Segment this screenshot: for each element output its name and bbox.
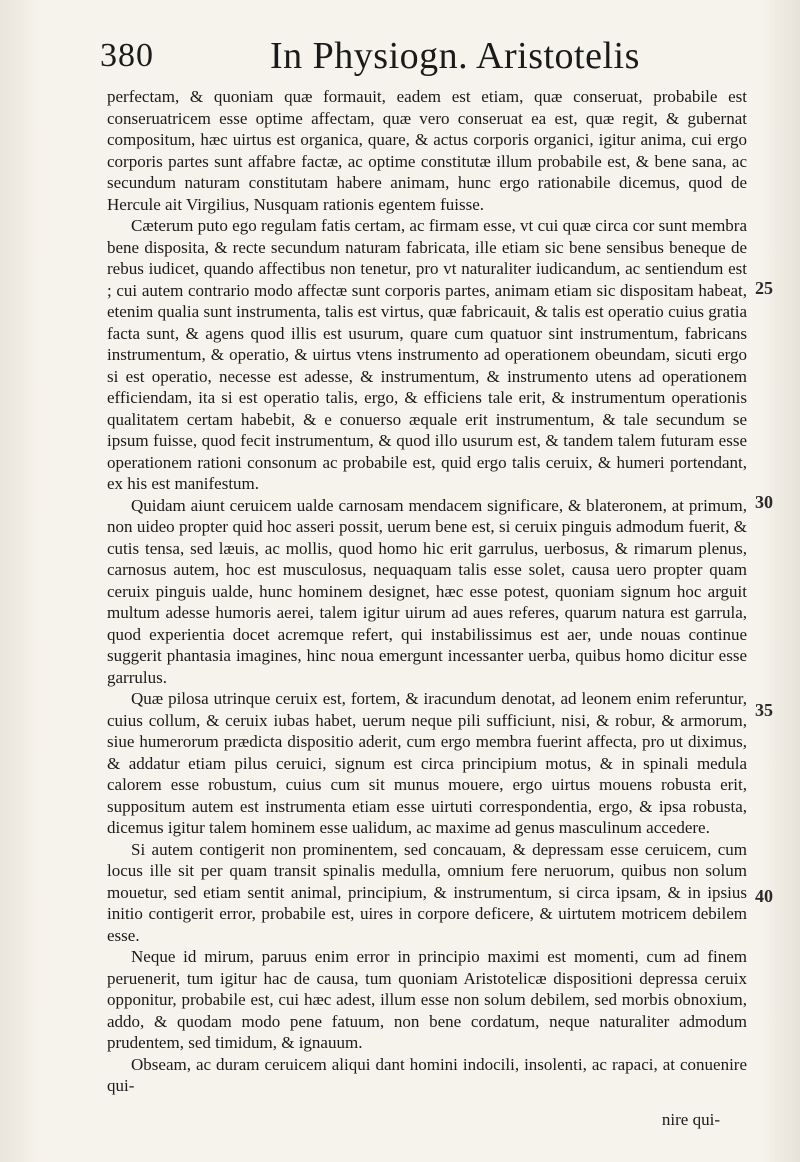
paragraph: Cæterum puto ego regulam fatis certam, ac firmam esse, vt cui quæ circa cor sunt membra bene disposita, & recte secundum naturam fabricata, ille etiam sic bene sensibus beneque de rebus iudicet, quando affectibus non tenetur, pro vt naturaliter iudicandum, ac sentiendum est ; cui autem contrario modo affectæ sunt corporis partes, animam etiam sic dispositam habeat, etenim qualia sunt instrumenta, talis est virtus, quæ fabricauit, & talis est operatio cuius gratia facta sunt, & agens quod illis est usurum, quare cum quatuor sint instrumentum, fabricans instrumentum, & operatio, & uirtus vtens instrumento ad operationem obeundam, sicuti ergo si est operatio, necesse est adesse, & instrumentum, & instrumento utens ad operationem efficiendam, ita si est operatio talis, ergo, & efficiens tale erit, & instrumentum operationis qualitatem certam habebit, & e conuerso æquale erit instrumentum, & tale secundum se ipsum fuisse, quod fecit instrumentum, & quod illo usurum est, & tandem talem futuram esse operationem rationi consonum ac probabile est, quid ergo talis ceruix, & humeri portendant, ex his est manifestum. xyxy=(107,216,747,493)
paragraph: Quidam aiunt ceruicem ualde carnosam mendacem significare, & blateronem, at primum, non uideo propter quid hoc asseri possit, uerum bene est, si ceruix pinguis admodum fuerit, & cutis tensa, sed læuis, ac mollis, quod homo hic erit garrulus, uerbosus, & rimarum plenus, carnosus autem, hoc est musculosus, nequaquam talis esse solet, causa uero propter quam ceruix pinguis ualde, hunc hominem designet, hæc esse potest, quoniam signum hoc arguit multum adesse humoris aerei, talem igitur uirum ad aues referes, quarum natura est garrula, quod experientia docet acremque refert, qui instabilissimus est aer, unde nouas continue suggerit phantasia imagines, hinc noua emergunt incessanter uerba, quibus homo dicitur esse garrulus. xyxy=(107,495,747,687)
body-text xyxy=(107,86,747,1097)
catchword: nire qui- xyxy=(661,1110,720,1129)
page-number: 380 xyxy=(100,37,154,74)
page-header xyxy=(100,32,740,80)
margin-line-number: 35 xyxy=(755,700,773,720)
paragraph: Obseam, ac duram ceruicem aliqui dant homini indocili, insolenti, ac rapaci, at conuenire qui- xyxy=(107,1054,747,1095)
margin-line-number: 30 xyxy=(755,492,773,512)
paragraph: Si autem contigerit non prominentem, sed concauam, & depressam esse ceruicem, cum locus ille sit per quam transit spinalis medulla, omnium fere neruorum, quibus non solum mouetur, sed etiam sentit animal, principium, & instrumentum, si circa ipsam, & in ipsius initio contigerit error, probabile est, uires in corpore deficere, & uirtutem motricem debilem esse. xyxy=(107,839,747,945)
paragraph: perfectam, & quoniam quæ formauit, eadem est etiam, quæ conseruat, probabile est conseruatricem esse optime affectam, quæ vero conseruat ea est, quæ regit, & gubernat compositum, hæc uirtus est organica, quare, & actus corporis organici, igitur anima, cui ergo corporis partes sunt affabre factæ, ac optime constitutæ illum probabile est, & bene sana, ac secundum naturam constitutam habere animam, hunc ergo rationabile dicemus, quod de Hercule ait Virgilius, Nusquam rationis egentem fuisse. xyxy=(107,87,747,214)
paragraph: Neque id mirum, paruus enim error in principio maximi est momenti, cum ad finem peruenerit, tum igitur hac de causa, tum quoniam Aristotelicæ dispositioni depressa ceruix opponitur, probabile est, cui hæc adest, illum esse non solum debilem, sed morbis obnoxium, addo, & quodam modo pene fatuum, non bene cordatum, neque naturaliter admodum prudentem, sed timidum, & ignauum. xyxy=(107,947,747,1052)
margin-line-number: 40 xyxy=(755,886,773,906)
running-head: In Physiogn. Aristotelis xyxy=(270,35,640,77)
margin-line-number: 25 xyxy=(755,278,773,298)
paragraph: Quæ pilosa utrinque ceruix est, fortem, & iracundum denotat, ad leonem enim referuntur, cuius collum, & ceruix iubas habet, uerum neque pili sufficiunt, nisi, & robur, & armorum, siue humerorum prædicta dispositio aderit, cum ergo membra fuerint affecta, pro ut diximus, & addatur etiam pilus ceruici, signum est circa principium motus, & in spinali medula calorem esse robustum, cuius cum sit munus mouere, ergo uirtus mouens robusta erit, suppositum autem est instrumenta etiam esse uirtuti correspondentia, ergo, & ipsa robusta, dicemus igitur talem hominem esse ualidum, ac maxime ad genus masculinum accedere. xyxy=(107,689,747,837)
